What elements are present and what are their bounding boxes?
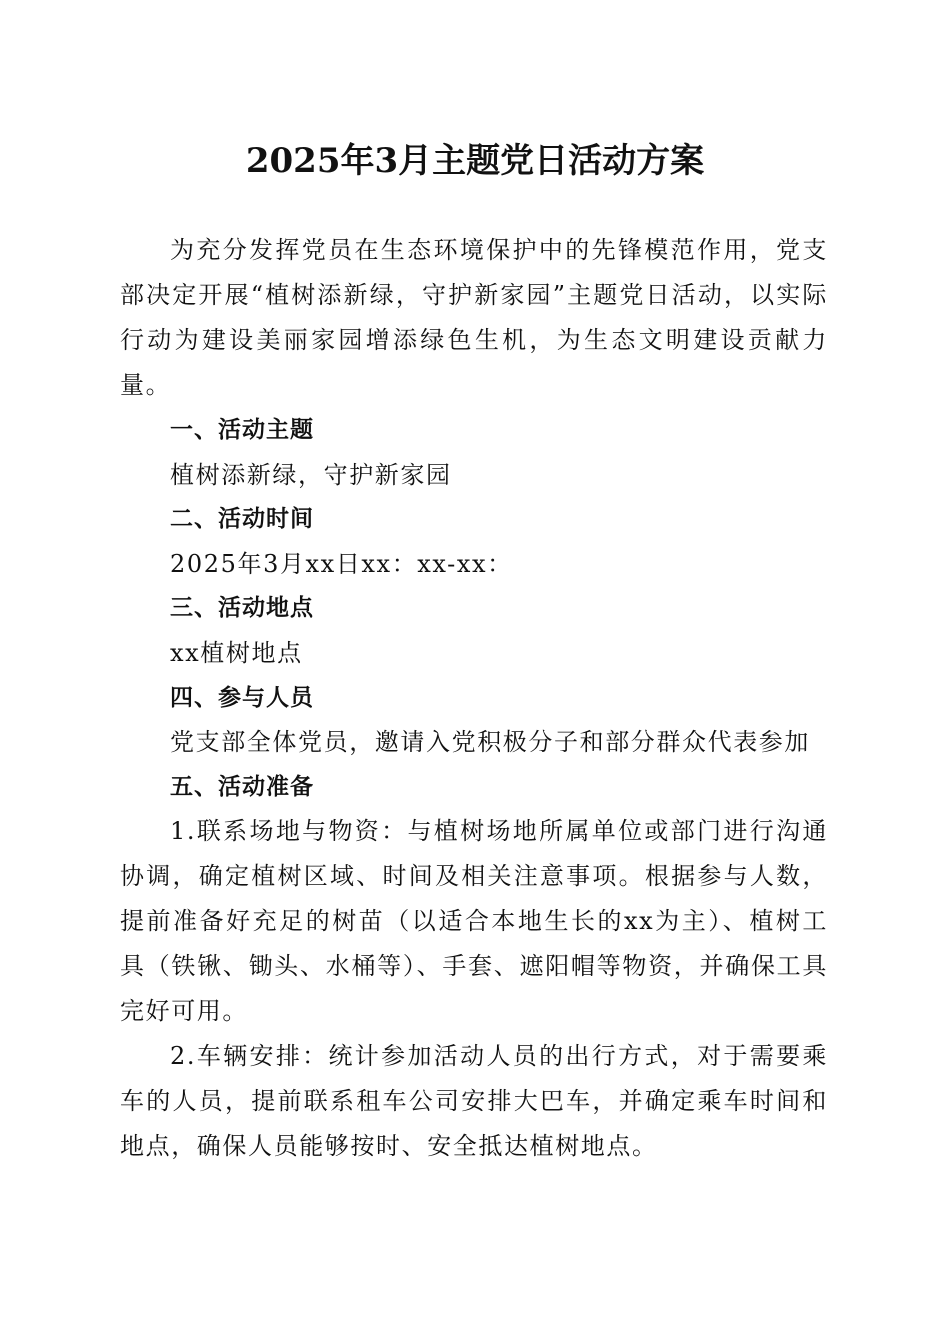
document-body — [120, 228, 828, 1169]
intro-paragraph: 为充分发挥党员在生态环境保护中的先锋模范作用，党支部决定开展“植树添新绿，守护新家园”主题党日活动，以实际行动为建设美丽家园增添绿色生机，为生态文明建设贡献力量。 — [120, 236, 828, 399]
section-heading-time: 二、活动时间 — [170, 506, 314, 533]
preparation-item-venue: 1.联系场地与物资：与植树场地所属单位或部门进行沟通协调，确定植树区域、时间及相关注意事项。根据参与人数，提前准备好充足的树苗（以适合本地生长的xx为主）、植树工具（铁锹、锄头、水桶等）、手套、遮阳帽等物资，并确保工具完好可用。 — [120, 817, 828, 1026]
section-content-location: xx植树地点 — [170, 638, 303, 667]
section-heading-location: 三、活动地点 — [170, 595, 314, 622]
section-heading-theme: 一、活动主题 — [170, 417, 314, 443]
preparation-item-vehicles: 2.车辆安排：统计参加活动人员的出行方式，对于需要乘车的人员，提前联系租车公司安排大巴车，并确定乘车时间和地点，确保人员能够按时、安全抵达植树地点。 — [120, 1042, 828, 1161]
document-title: 2025年3月主题党日活动方案 — [245, 141, 705, 181]
section-content-participants: 党支部全体党员，邀请入党积极分子和部分群众代表参加 — [170, 728, 810, 757]
section-content-time: 2025年3月xx日xx：xx-xx： — [170, 549, 513, 578]
section-heading-participants: 四、参与人员 — [170, 684, 314, 711]
section-heading-preparation: 五、活动准备 — [170, 773, 314, 800]
section-content-theme: 植树添新绿，守护新家园 — [170, 460, 452, 489]
